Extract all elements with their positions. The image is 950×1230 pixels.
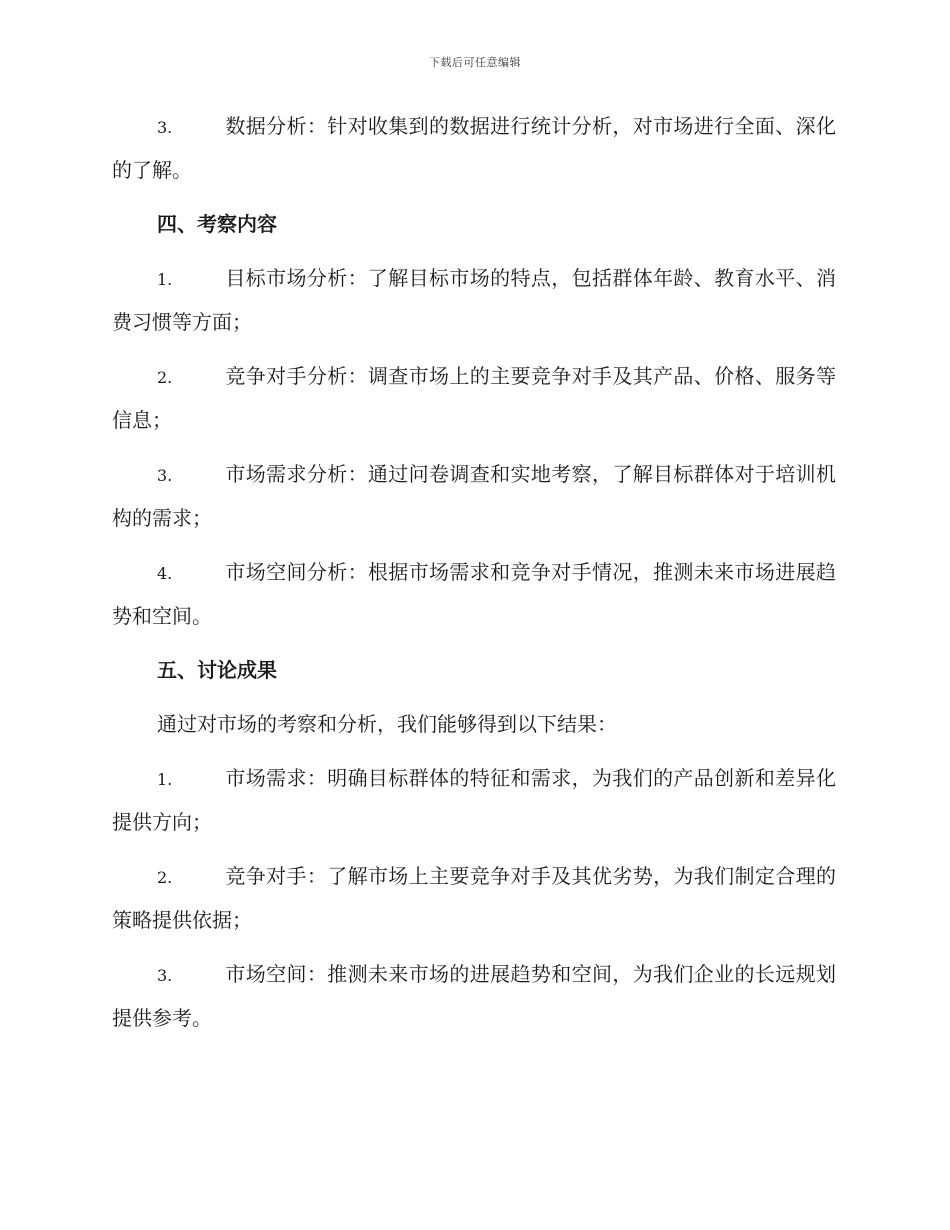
item-number: 3.	[157, 118, 173, 137]
list-item	[112, 257, 836, 344]
item-text: 竞争对手：了解市场上主要竞争对手及其优劣势，为我们制定合理的策略提供依据；	[112, 864, 836, 932]
item-number: 3.	[157, 966, 173, 985]
item-number: 2.	[157, 868, 173, 887]
item-text: 市场需求分析：通过问卷调查和实地考察，了解目标群体对于培训机构的需求；	[112, 462, 836, 530]
section-heading: 五、讨论成果	[157, 658, 277, 682]
list-item	[112, 105, 836, 192]
item-number: 1.	[157, 270, 173, 289]
item-number: 1.	[157, 770, 173, 789]
list-item	[112, 953, 836, 1040]
section-heading: 四、考察内容	[157, 212, 277, 236]
list-item	[112, 757, 836, 844]
document-body	[112, 105, 836, 1051]
list-item	[112, 551, 836, 638]
item-text: 市场需求：明确目标群体的特征和需求，为我们的产品创新和差异化提供方向；	[112, 766, 836, 834]
item-text: 目标市场分析：了解目标市场的特点，包括群体年龄、教育水平、消费习惯等方面；	[112, 266, 836, 334]
item-text: 数据分析：针对收集到的数据进行统计分析，对市场进行全面、深化的了解。	[112, 114, 836, 182]
item-number: 4.	[157, 564, 173, 583]
item-number: 3.	[157, 466, 173, 485]
item-number: 2.	[157, 368, 173, 387]
list-item	[112, 855, 836, 942]
intro-paragraph: 通过对市场的考察和分析，我们能够得到以下结果：	[157, 712, 617, 736]
list-item	[112, 355, 836, 442]
item-text: 市场空间分析：根据市场需求和竞争对手情况，推测未来市场进展趋势和空间。	[112, 560, 836, 628]
item-text: 市场空间：推测未来市场的进展趋势和空间，为我们企业的长远规划提供参考。	[112, 962, 836, 1030]
list-item	[112, 453, 836, 540]
item-text: 竞争对手分析：调查市场上的主要竞争对手及其产品、价格、服务等信息；	[112, 364, 836, 432]
header-note: 下载后可任意编辑	[429, 56, 521, 69]
